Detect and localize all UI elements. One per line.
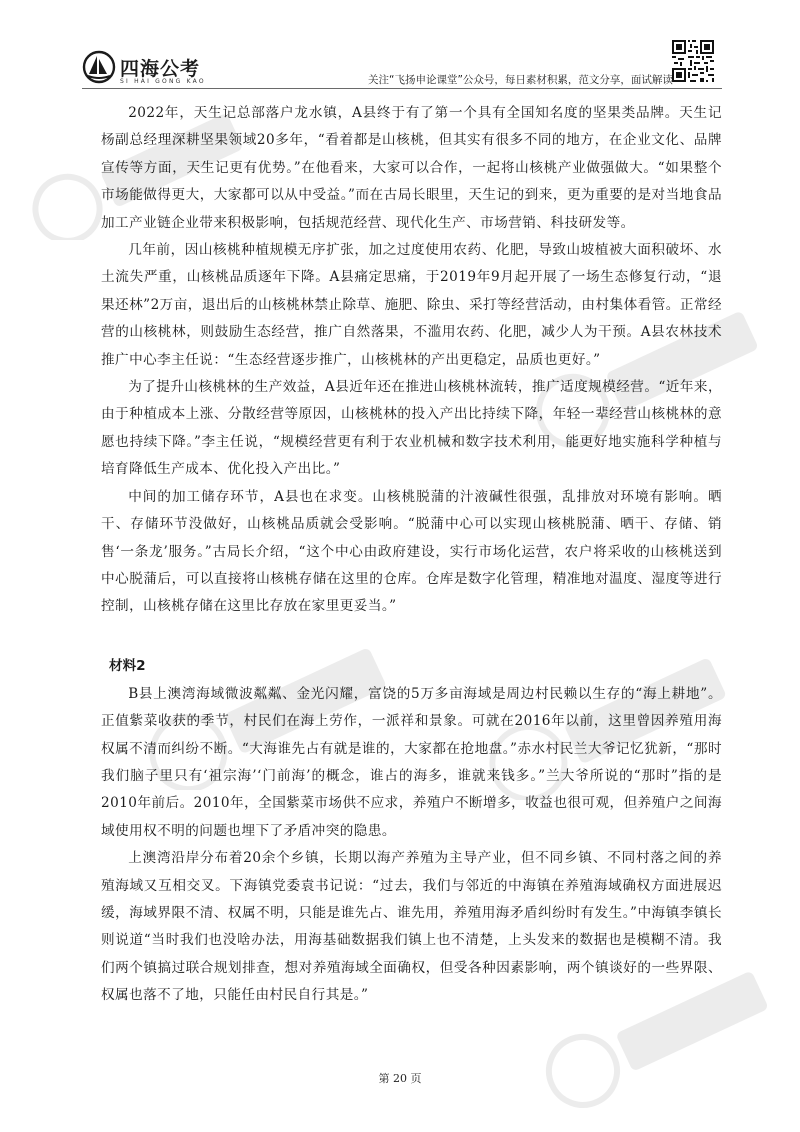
qr-code-icon <box>672 40 714 82</box>
paragraph: 中间的加工储存环节，A县也在求变。山核桃脱蒲的汁液碱性很强，乱排放对环境有影响。晒干、存储环节没做好，山核桃品质就会受影响。“脱蒲中心可以实现山核桃脱蒲、晒干、存储、销售‘一条龙’服务。”古局长介绍，“这个中心由政府建设，实行市场化运营，农户将采收的山核桃送到中心脱蒲后，可以直接将山核桃存储在这里的仓库。仓库是数字化管理，精准地对温度、湿度等进行控制，山核桃存储在这里比存放在家里更妥当。” <box>101 488 722 615</box>
paragraph: 上澳湾沿岸分布着20余个乡镇，长期以海产养殖为主导产业，但不同乡镇、不同村落之间的养殖海域又互相交叉。下海镇党委袁书记说：“过去，我们与邻近的中海镇在养殖海域确权方面进展迟缓，海域界限不清、权属不明，只能是谁先占、谁先用，养殖用海矛盾纠纷时有发生。”中海镇李镇长则说道“当时我们也没啥办法，用海基础数据我们镇上也不清楚，上头发来的数据也是模糊不清。我们两个镇搞过联合规划排查，想对养殖海域全面确权，但受各种因素影响，两个镇谈好的一些界限、权属也落不了地，只能任由村民自行其是。” <box>101 850 722 1004</box>
paragraph: 几年前，因山核桃种植规模无序扩张，加之过度使用农药、化肥，导致山坡植被大面积破坏、水土流失严重，山核桃品质逐年下降。A县痛定思痛，于2019年9月起开展了一场生态修复行动，“退果还林”2万亩，退出后的山核桃林禁止除草、施肥、除虫、采打等经营活动，由村集体看管。正常经营的山核桃林，则鼓励生态经营，推广自然落果，不滥用农药、化肥，减少人为干预。A县农林技术推广中心李主任说：“生态经营逐步推广，山核桃林的产出更稳定，品质也更好。” <box>101 242 722 368</box>
section-title: 材料2 <box>109 657 146 674</box>
main-content <box>101 100 722 1010</box>
page-header <box>0 0 800 92</box>
header-divider <box>82 88 722 89</box>
header-note: 关注“飞扬申论课堂”公众号，每日素材积累，范文分享，面试解读 <box>368 74 673 86</box>
paragraph: B县上澳湾海域微波粼粼、金光闪耀，富饶的5万多亩海域是周边村民赖以生存的“海上耕地”。正值紫菜收获的季节，村民们在海上劳作，一派祥和景象。可就在2016年以前，这里曾因养殖用海权属不清而纠纷不断。“大海谁先占有就是谁的，大家都在抢地盘。”赤水村民兰大爷记忆犹新，“那时我们脑子里只有‘祖宗海’‘门前海’的概念，谁占的海多，谁就来钱多。”兰大爷所说的“那时”指的是2010年前后。2010年，全国紫菜市场供不应求，养殖户不断增多，收益也很可观，但养殖户之间海域使用权不明的问题也埋下了矛盾冲突的隐患。 <box>101 685 722 839</box>
logo-text: 四海公考 <box>120 58 201 80</box>
page-number: 第 20 页 <box>378 1072 422 1085</box>
logo-subtext: SI HAI GONG KAO <box>120 78 206 85</box>
paragraph: 2022年，天生记总部落户龙水镇，A县终于有了第一个具有全国知名度的坚果类品牌。天生记杨副总经理深耕坚果领域20多年，“看着都是山核桃，但其实有很多不同的地方，在企业文化、品牌宣传等方面，天生记更有优势。”在他看来，大家可以合作，一起将山核桃产业做强做大。“如果整个市场能做得更大，大家都可以从中受益。”而在古局长眼里，天生记的到来，更为重要的是对当地食品加工产业链企业带来积极影响，包括规范经营、现代化生产、市场营销、科技研发等。 <box>101 105 722 231</box>
paragraph: 为了提升山核桃林的生产效益，A县近年还在推进山核桃林流转，推广适度规模经营。“近年来，由于种植成本上涨、分散经营等原因，山核桃林的投入产出比持续下降，年轻一辈经营山核桃林的意愿也持续下降。”李主任说，“规模经营更有利于农业机械和数字技术利用，能更好地实施科学种植与培育降低生产成本、优化投入产出比。” <box>101 379 722 478</box>
brand-logo <box>82 50 212 86</box>
sailboat-logo-icon <box>82 50 116 84</box>
